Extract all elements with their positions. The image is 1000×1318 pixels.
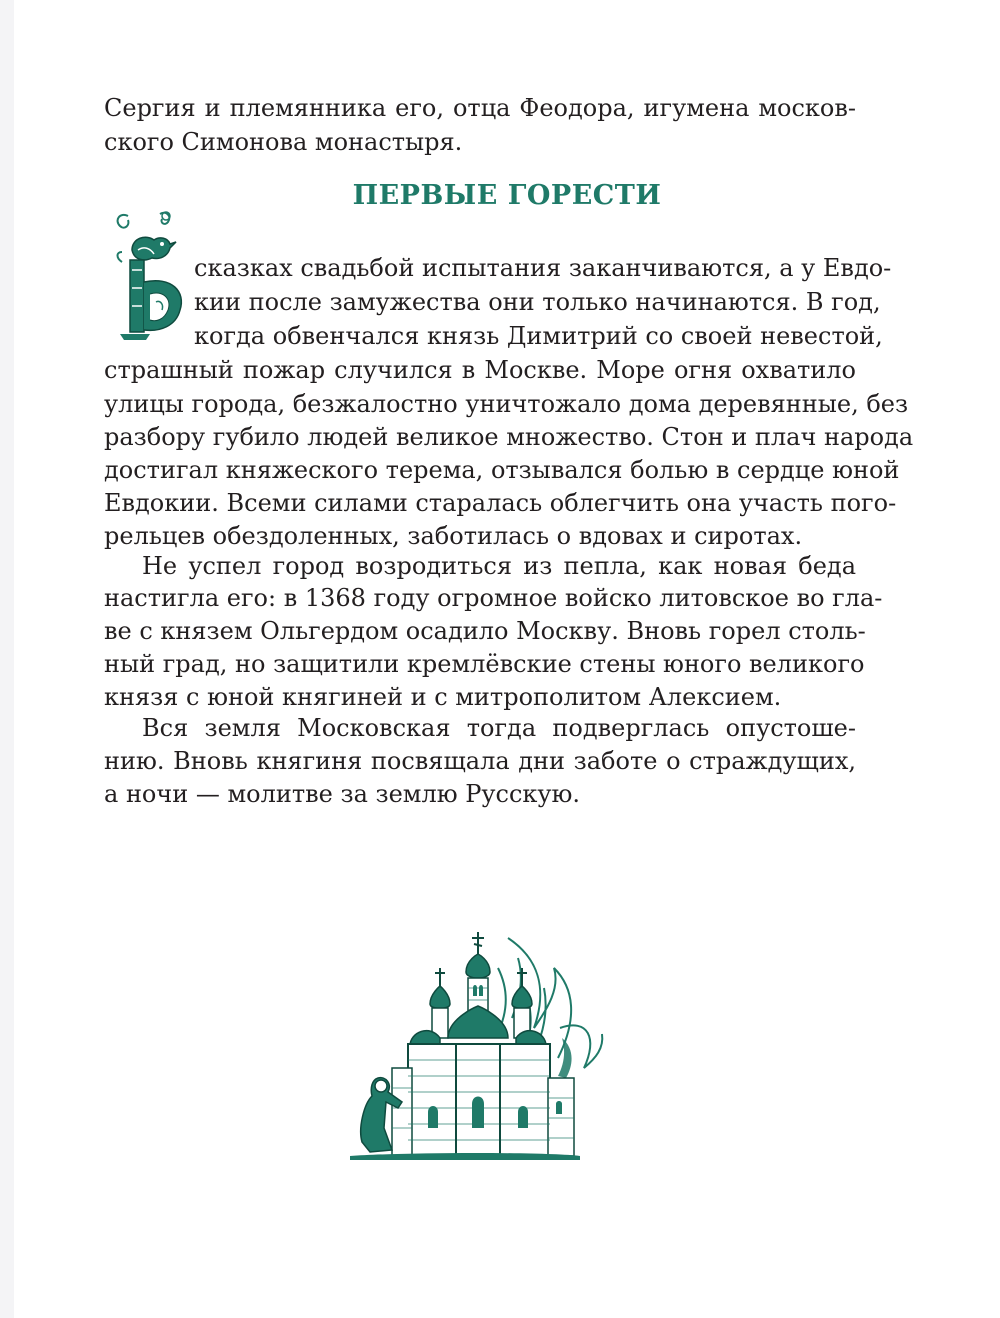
paragraph-line: Евдокии. Всеми силами старалась облегчить она участь пого- [104, 489, 897, 517]
paragraph-line: кии после замужества они только начинаются. В год, [194, 288, 881, 316]
chapter-title: ПЕРВЫЕ ГОРЕСТИ [352, 180, 662, 211]
intro-line: Сергия и племянника его, отца Феодора, игумена москов- [104, 94, 856, 122]
paragraph-line: сказках свадьбой испытания заканчиваются, а у Евдо- [194, 254, 892, 282]
burning-church-illustration-icon [348, 928, 610, 1162]
paragraph-line: улицы города, безжалостно уничтожало дома деревянные, без [104, 390, 909, 418]
paragraph-line: рельцев обездоленных, заботилась о вдовах и сиротах. [104, 522, 803, 550]
paragraph-line: Вся земля Московская тогда подверглась опустоше- [142, 714, 856, 742]
paragraph-line: страшный пожар случился в Москве. Море огня охватило [104, 356, 856, 384]
book-page [14, 0, 1000, 1318]
paragraph-line: князя с юной княгиней и с митрополитом Алексием. [104, 683, 782, 711]
paragraph-line: ве с князем Ольгердом осадило Москву. Вновь горел столь- [104, 617, 866, 645]
ornamental-dropcap-letter-v-icon [110, 210, 190, 342]
paragraph-line: ный град, но защитили кремлёвские стены юного великого [104, 650, 865, 678]
paragraph-line: нию. Вновь княгиня посвящала дни заботе о страждущих, [104, 747, 856, 775]
paragraph-line: а ночи — молитве за землю Русскую. [104, 780, 581, 808]
paragraph-line: достигал княжеского терема, отзывался болью в сердце юной [104, 456, 900, 484]
paragraph-line: разбору губило людей великое множество. Стон и плач народа [104, 423, 914, 451]
paragraph-line: когда обвенчался князь Димитрий со своей невестой, [194, 322, 883, 350]
paragraph-line: Не успел город возродиться из пепла, как новая беда [142, 552, 856, 580]
paragraph-line: настигла его: в 1368 году огромное войско литовское во гла- [104, 584, 883, 612]
intro-line: ского Симонова монастыря. [104, 128, 463, 156]
